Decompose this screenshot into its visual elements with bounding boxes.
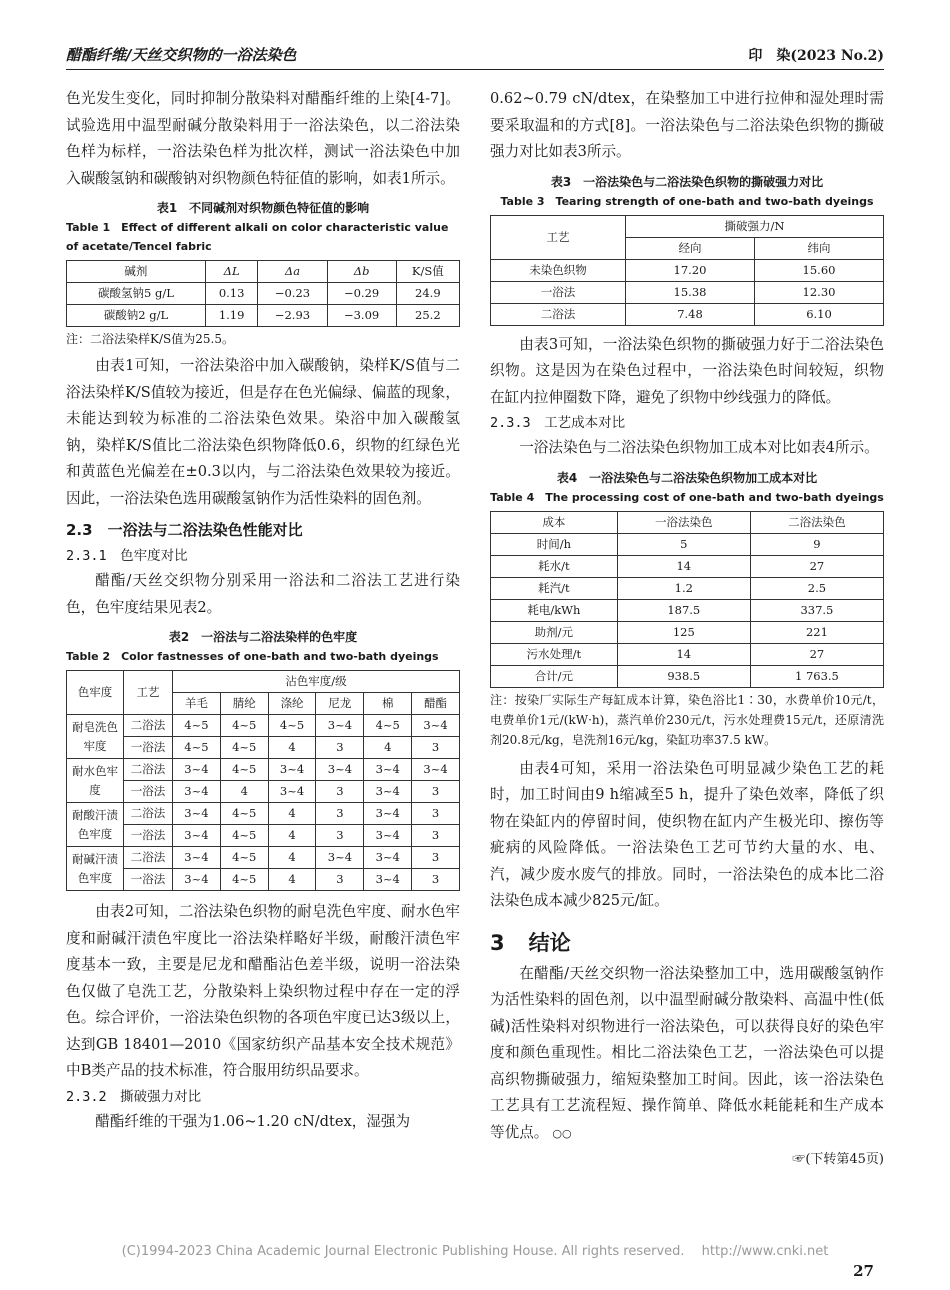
table1-cell: −3.09 xyxy=(327,305,396,327)
subsection-heading: 2.3.1 色牢度对比 xyxy=(66,548,188,564)
table2-cell: 4~5 xyxy=(173,737,221,759)
table-row xyxy=(67,737,460,759)
table-row xyxy=(67,715,460,737)
section-number: 3 xyxy=(490,930,505,955)
table2-header-fastness: 色牢度 xyxy=(67,671,124,715)
table4-header-cell: 二浴法染色 xyxy=(750,511,883,533)
table1-cell: 0.13 xyxy=(205,283,258,305)
table2-cell: 3~4 xyxy=(316,847,364,869)
subsection-heading: 2.3.3 工艺成本对比 xyxy=(490,415,626,431)
table2-process: 二浴法 xyxy=(124,847,173,869)
table4-cell: 938.5 xyxy=(617,665,750,687)
table-row xyxy=(491,259,884,281)
table1-cell: −2.93 xyxy=(258,305,327,327)
table3-caption-en: Table 3 Tearing strength of one-bath and two-bath dyeings xyxy=(500,194,874,208)
table2-cell: 3~4 xyxy=(173,825,221,847)
table4-cell: 9 xyxy=(750,533,883,555)
table2 xyxy=(66,670,460,891)
table2-process: 一浴法 xyxy=(124,869,173,891)
table2-cell: 3~4 xyxy=(268,759,316,781)
table4-cell: 耗电/kWh xyxy=(491,599,618,621)
paragraph: 由表2可知，二浴法染色织物的耐皂洗色牢度、耐水色牢度和耐碱汗渍色牢度比一浴法染样略好半级，耐酸汗渍色牢度基本一致，主要是尼龙和醋酯沾色差半级，说明一浴法染色仅做了皂洗工艺，分散染料上染织物过程中存在一定的浮色。综合评价，一浴法染色织物的各项色牢度已达3级以上，达到GB 18401—2010《国家纺织产品基本安全技术规范》中B类产品的技术标准，符合服用纺织品要求。 xyxy=(66,903,460,1079)
table3-header-tearing: 撕破强力/N xyxy=(626,215,884,237)
table3-header-warp: 经向 xyxy=(626,237,755,259)
table2-cell: 4~5 xyxy=(220,715,268,737)
table2-cell: 3~4 xyxy=(316,759,364,781)
table1-cell: 24.9 xyxy=(396,283,459,305)
table2-cell: 3~4 xyxy=(316,715,364,737)
table4-cell: 耗水/t xyxy=(491,555,618,577)
table2-header-process: 工艺 xyxy=(124,671,173,715)
table-row xyxy=(491,555,884,577)
paragraph: 一浴法染色与二浴法染色织物加工成本对比如表4所示。 xyxy=(519,439,879,456)
table2-cell: 4 xyxy=(268,825,316,847)
table1-note: 注：二浴法染样K/S值为25.5。 xyxy=(66,332,234,346)
table4-cell: 14 xyxy=(617,643,750,665)
table2-header-staining: 沾色牢度/级 xyxy=(173,671,460,693)
table2-process: 二浴法 xyxy=(124,803,173,825)
table3-cell: 12.30 xyxy=(755,281,884,303)
table2-cell: 4 xyxy=(220,781,268,803)
table3-cell: 15.38 xyxy=(626,281,755,303)
header-title: 醋酯纤维/天丝交织物的一浴法染色 xyxy=(66,46,297,64)
table2-fiber-header: 醋酯 xyxy=(412,693,460,715)
table2-process: 二浴法 xyxy=(124,759,173,781)
paragraph: 由表1可知，一浴法染浴中加入碳酸钠，染样K/S值与二浴法染样K/S值较为接近，但是存在色光偏绿、偏蓝的现象，未能达到较为标准的二浴法染色效果。染浴中加入碳酸氢钠，染样K/S值比二浴法染色织物降低0.6，织物的红绿色光和黄蓝色光偏差在±0.3以内，与二浴法染色效果较为接近。因此，一浴法染色选用碳酸氢钠作为活性染料的固色剂。 xyxy=(66,357,460,507)
table2-cell: 3 xyxy=(316,869,364,891)
table2-process: 二浴法 xyxy=(124,715,173,737)
table2-cell: 3~4 xyxy=(412,715,460,737)
table-row xyxy=(491,621,884,643)
table1-cell: 碳酸钠2 g/L xyxy=(67,305,206,327)
table-row xyxy=(67,759,460,781)
table2-cell: 4 xyxy=(268,869,316,891)
table2-cell: 3~4 xyxy=(364,869,412,891)
table-row xyxy=(67,847,460,869)
paragraph xyxy=(490,961,884,1148)
table4-cell: 合计/元 xyxy=(491,665,618,687)
table2-fastness-type: 耐皂洗色牢度 xyxy=(67,715,124,759)
end-mark: ○○ xyxy=(552,1126,572,1140)
table1-caption-en: Table 1 Effect of different alkali on color characteristic value of acetate/Tencel fabric xyxy=(66,221,449,253)
table2-cell: 3 xyxy=(412,781,460,803)
table2-fiber-header: 棉 xyxy=(364,693,412,715)
table2-caption-en: Table 2 Color fastnesses of one-bath and two-bath dyeings xyxy=(66,650,439,663)
table3-header-weft: 纬向 xyxy=(755,237,884,259)
table2-cell: 3 xyxy=(412,825,460,847)
table3-cell: 二浴法 xyxy=(491,303,626,325)
table1-header-cell: Δb xyxy=(327,261,396,283)
table2-process: 一浴法 xyxy=(124,825,173,847)
conclusion-heading xyxy=(490,929,884,957)
table2-cell: 4~5 xyxy=(220,825,268,847)
table2-cell: 4~5 xyxy=(220,759,268,781)
table2-fiber-header: 羊毛 xyxy=(173,693,221,715)
table4-cell: 耗汽/t xyxy=(491,577,618,599)
table1-cell: −0.23 xyxy=(258,283,327,305)
table-row xyxy=(491,665,884,687)
table-row xyxy=(67,825,460,847)
table4-cell: 221 xyxy=(750,621,883,643)
table4-cell: 2.5 xyxy=(750,577,883,599)
table-row xyxy=(67,305,460,327)
continued-note: ☞(下转第45页) xyxy=(792,1152,884,1167)
table2-cell: 4~5 xyxy=(364,715,412,737)
table4-cell: 337.5 xyxy=(750,599,883,621)
table2-cell: 3~4 xyxy=(364,825,412,847)
table-row xyxy=(491,643,884,665)
table2-fastness-type: 耐水色牢度 xyxy=(67,759,124,803)
table-row xyxy=(491,303,884,325)
table2-cell: 4~5 xyxy=(220,737,268,759)
table2-cell: 4~5 xyxy=(268,715,316,737)
table2-cell: 3 xyxy=(412,803,460,825)
table2-cell: 3 xyxy=(412,847,460,869)
table3-cell: 15.60 xyxy=(755,259,884,281)
paragraph: 色光发生变化，同时抑制分散染料对醋酯纤维的上染[4-7]。试验选用中温型耐碱分散染料用于一浴法染色，以二浴法染色样为标样，一浴法染色样为批次样，测试一浴法染色中加入碳酸氢钠和碳酸钠对织物颜色特征值的影响，如表1所示。 xyxy=(66,90,460,187)
copyright-footer: (C)1994-2023 China Academic Journal Electronic Publishing House. All rights reserved. http://www.cnki.net xyxy=(121,1244,829,1259)
table4-cell: 27 xyxy=(750,555,883,577)
table2-cell: 3~4 xyxy=(364,759,412,781)
table2-cell: 3~4 xyxy=(173,869,221,891)
table2-cell: 4~5 xyxy=(173,715,221,737)
table2-cell: 3 xyxy=(316,825,364,847)
paragraph: 由表4可知，采用一浴法染色可明显减少染色工艺的耗时，加工时间由9 h缩减至5 h，提升了染色效率，降低了织物在染缸内的停留时间，使织物在缸内产生极光印、擦伤等疵病的风险降低。一浴法染色工艺可节约大量的水、电、汽，减少废水废气的排放。同时，一浴法染色的成本比二浴法染色成本减少825元/缸。 xyxy=(490,759,884,909)
table2-process: 一浴法 xyxy=(124,737,173,759)
table2-fiber-header: 涤纶 xyxy=(268,693,316,715)
table2-cell: 4~5 xyxy=(220,847,268,869)
section-title: 结论 xyxy=(528,930,571,955)
table2-cell: 4 xyxy=(268,737,316,759)
table3-cell: 7.48 xyxy=(626,303,755,325)
section-heading: 2.3 一浴法与二浴法染色性能对比 xyxy=(66,521,303,539)
table1 xyxy=(66,260,460,327)
table2-cell: 3~4 xyxy=(364,803,412,825)
table4-cell: 1.2 xyxy=(617,577,750,599)
table4 xyxy=(490,511,884,688)
table1-header-cell: ΔL xyxy=(205,261,258,283)
table2-cell: 4~5 xyxy=(220,869,268,891)
table3-cell: 17.20 xyxy=(626,259,755,281)
table-row xyxy=(67,803,460,825)
table-row xyxy=(491,599,884,621)
table4-cell: 27 xyxy=(750,643,883,665)
table2-cell: 3~4 xyxy=(173,803,221,825)
table2-cell: 3~4 xyxy=(173,847,221,869)
paragraph: 由表3可知，一浴法染色织物的撕破强力好于二浴法染色织物。这是因为在染色过程中，一浴法染色时间较短，织物在缸内拉伸圈数下降，避免了织物中纱线强力的降低。 xyxy=(490,335,884,406)
table2-cell: 3~4 xyxy=(268,781,316,803)
table1-header-cell: K/S值 xyxy=(396,261,459,283)
table2-fiber-header: 尼龙 xyxy=(316,693,364,715)
table2-cell: 3~4 xyxy=(173,781,221,803)
table1-caption-zh: 表1 不同碱剂对织物颜色特征值的影响 xyxy=(156,201,370,215)
journal-issue: 印 染(2023 No.2) xyxy=(748,48,884,64)
left-column xyxy=(66,86,460,1135)
table-row xyxy=(491,533,884,555)
table3-cell: 6.10 xyxy=(755,303,884,325)
table4-cell: 187.5 xyxy=(617,599,750,621)
table2-cell: 4 xyxy=(268,803,316,825)
table4-header-cell: 成本 xyxy=(491,511,618,533)
table4-caption-zh: 表4 一浴法染色与二浴法染色织物加工成本对比 xyxy=(556,470,818,485)
table4-caption-en: Table 4 The processing cost of one-bath and two-bath dyeings xyxy=(490,490,884,504)
table1-cell: 25.2 xyxy=(396,305,459,327)
table2-cell: 4~5 xyxy=(220,803,268,825)
table4-cell: 时间/h xyxy=(491,533,618,555)
table2-cell: 3~4 xyxy=(173,759,221,781)
paragraph: 醋酯纤维的干强为1.06~1.20 cN/dtex，湿强为 xyxy=(95,1112,411,1130)
table2-process: 一浴法 xyxy=(124,781,173,803)
table2-cell: 3 xyxy=(412,737,460,759)
table-row xyxy=(67,283,460,305)
table4-cell: 污水处理/t xyxy=(491,643,618,665)
table-row xyxy=(491,577,884,599)
table2-cell: 3 xyxy=(316,737,364,759)
table4-cell: 助剂/元 xyxy=(491,621,618,643)
table1-cell: 碳酸氢钠5 g/L xyxy=(67,283,206,305)
table2-cell: 3 xyxy=(316,781,364,803)
table-row xyxy=(67,869,460,891)
table-row xyxy=(491,281,884,303)
table2-cell: 3~4 xyxy=(364,781,412,803)
table3-cell: 未染色织物 xyxy=(491,259,626,281)
table2-caption-zh: 表2 一浴法与二浴法染样的色牢度 xyxy=(168,630,358,644)
table2-cell: 3 xyxy=(316,803,364,825)
table1-cell: −0.29 xyxy=(327,283,396,305)
table2-fiber-header: 腈纶 xyxy=(220,693,268,715)
table-row xyxy=(67,781,460,803)
table3-cell: 一浴法 xyxy=(491,281,626,303)
table4-cell: 125 xyxy=(617,621,750,643)
table4-header-cell: 一浴法染色 xyxy=(617,511,750,533)
table2-fastness-type: 耐酸汗渍色牢度 xyxy=(67,803,124,847)
table4-note: 注：按染厂实际生产每缸成本计算，染色浴比1∶30，水费单价10元/t，电费单价1元/(kW·h)，蒸汽单价230元/t，污水处理费15元/t，还原清洗剂20.8元/kg，皂洗剂16元/kg，染缸功率37.5 kW。 xyxy=(490,692,884,747)
paragraph: 0.62~0.79 cN/dtex，在染整加工中进行拉伸和湿处理时需要采取温和的方式[8]。一浴法染色与二浴法染色织物的撕破强力对比如表3所示。 xyxy=(490,90,884,160)
paragraph: 醋酯/天丝交织物分别采用一浴法和二浴法工艺进行染色，色牢度结果见表2。 xyxy=(66,572,460,616)
conclusion-text: 在醋酯/天丝交织物一浴法染整加工中，选用碳酸氢钠作为活性染料的固色剂，以中温型耐碱分散染料、高温中性(低碱)活性染料对织物进行一浴法染色，可以获得良好的染色牢度和颜色重现性。相比二浴法染色工艺，一浴法染色可以提高织物撕破强力，缩短染整加工时间。因此，该一浴法染色工艺具有工艺流程短、操作简单、降低水耗能耗和生产成本等优点。 xyxy=(490,964,884,1141)
table2-cell: 3~4 xyxy=(412,759,460,781)
table3-caption-zh: 表3 一浴法染色与二浴法染色织物的撕破强力对比 xyxy=(550,174,824,189)
right-column xyxy=(490,86,884,1171)
table2-cell: 4 xyxy=(268,847,316,869)
table4-cell: 14 xyxy=(617,555,750,577)
table2-cell: 3 xyxy=(412,869,460,891)
table3 xyxy=(490,215,884,326)
table4-cell: 5 xyxy=(617,533,750,555)
table2-cell: 4 xyxy=(364,737,412,759)
subsection-heading: 2.3.2 撕破强力对比 xyxy=(66,1088,202,1105)
page-number: 27 xyxy=(853,1262,874,1280)
running-header xyxy=(66,40,884,70)
table1-header-cell: Δa xyxy=(258,261,327,283)
table4-cell: 1 763.5 xyxy=(750,665,883,687)
table2-fastness-type: 耐碱汗渍色牢度 xyxy=(67,847,124,891)
table1-header-cell: 碱剂 xyxy=(67,261,206,283)
table3-header-process: 工艺 xyxy=(491,215,626,259)
table2-cell: 3~4 xyxy=(364,847,412,869)
table1-cell: 1.19 xyxy=(205,305,258,327)
